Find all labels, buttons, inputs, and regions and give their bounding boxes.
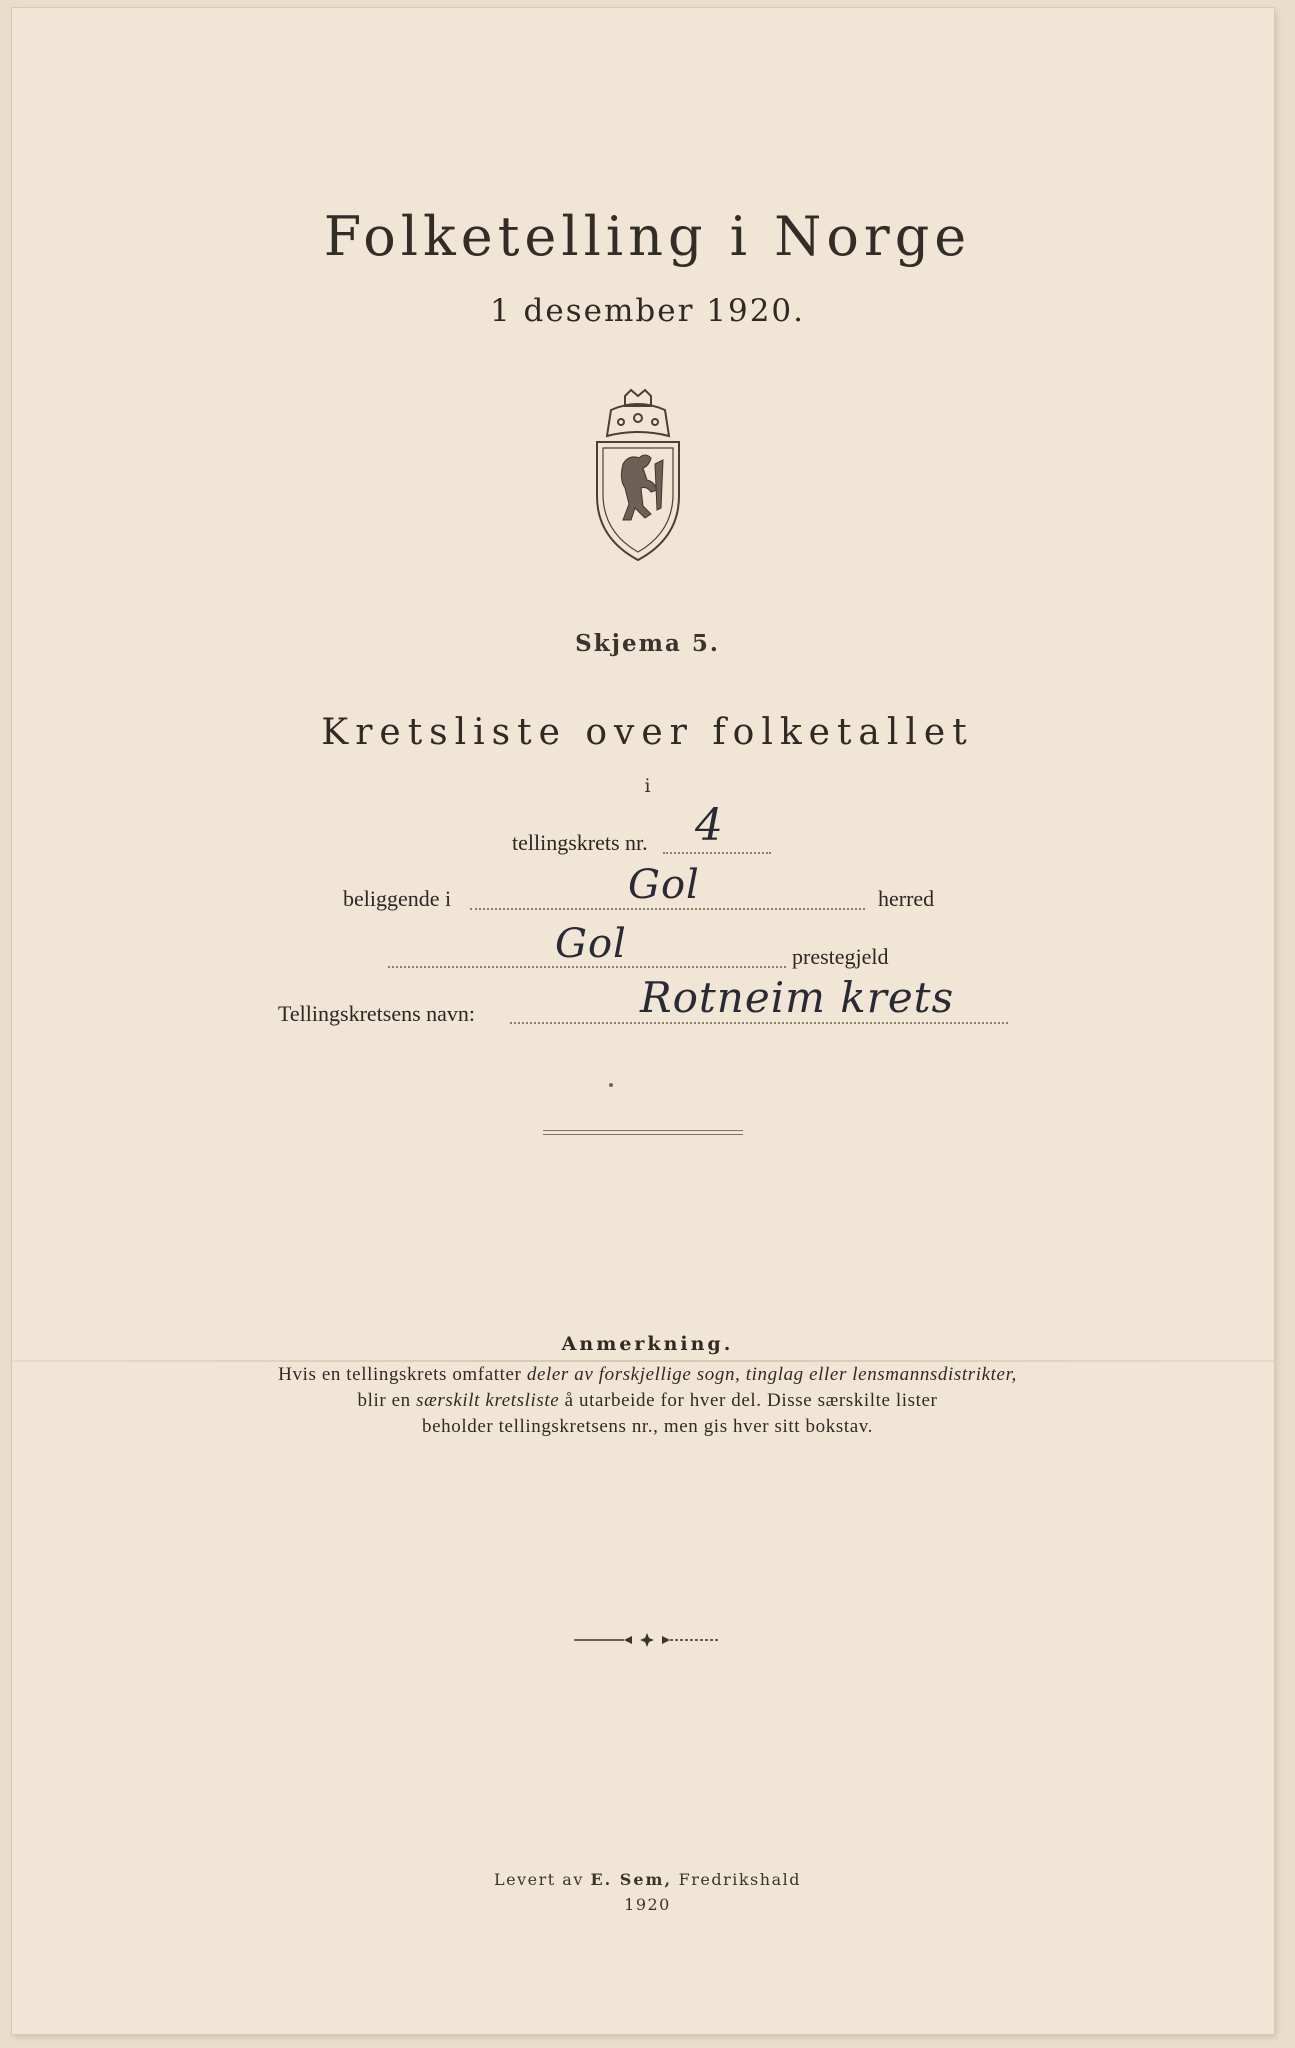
- printer-year: 1920: [624, 1895, 671, 1914]
- tellingskrets-value: 4: [695, 800, 724, 851]
- note-heading: Anmerkning.: [561, 1333, 734, 1355]
- tellingskrets-dotted-line: [663, 852, 771, 854]
- document-title: Folketelling i Norge: [323, 205, 972, 268]
- beliggende-dotted-line: [470, 908, 865, 910]
- tellingskrets-label: tellingskrets nr.: [512, 830, 648, 855]
- printer-line: [0, 1870, 1295, 1889]
- form-heading: Kretsliste over folketallet: [321, 712, 974, 753]
- printer-name: E. Sem,: [590, 1870, 673, 1889]
- printer-place: Fredrikshald: [672, 1870, 801, 1889]
- note-line-1-italic: deler av forskjellige sogn, tinglag eller lensmannsdistrikter,: [526, 1364, 1017, 1385]
- note-line-2-text-a: blir en: [357, 1390, 417, 1411]
- note-line-2: [200, 1388, 1095, 1413]
- ink-speck: [609, 1083, 613, 1087]
- preposition-i: i: [644, 775, 651, 797]
- ornament-divider-icon: [572, 1630, 722, 1650]
- note-line-1: [200, 1362, 1095, 1387]
- beliggende-value: Gol: [628, 862, 700, 908]
- prestegjeld-label: prestegjeld: [792, 944, 889, 969]
- kretsnavn-label: Tellingskretsens navn:: [278, 1001, 476, 1026]
- coat-of-arms-icon: [585, 388, 691, 564]
- note-line-1-text: Hvis en tellingskrets omfatter: [278, 1364, 527, 1385]
- double-rule-divider: [543, 1130, 743, 1135]
- note-line-2-italic: særskilt kretsliste: [416, 1390, 560, 1411]
- note-line-2-text-c: å utarbeide for hver del. Disse særskilte lister: [559, 1390, 938, 1411]
- printer-prefix: Levert av: [494, 1870, 591, 1889]
- census-date: 1 desember 1920.: [489, 293, 806, 329]
- beliggende-label: beliggende i: [343, 886, 452, 911]
- herred-label: herred: [878, 886, 935, 911]
- schema-label: Skjema 5.: [575, 630, 720, 657]
- kretsnavn-value: Rotneim krets: [640, 973, 955, 1022]
- note-line-3: beholder tellingskretsens nr., men gis hver sitt bokstav.: [422, 1416, 873, 1437]
- prestegjeld-value: Gol: [555, 921, 627, 967]
- kretsnavn-dotted-line: [510, 1022, 1008, 1024]
